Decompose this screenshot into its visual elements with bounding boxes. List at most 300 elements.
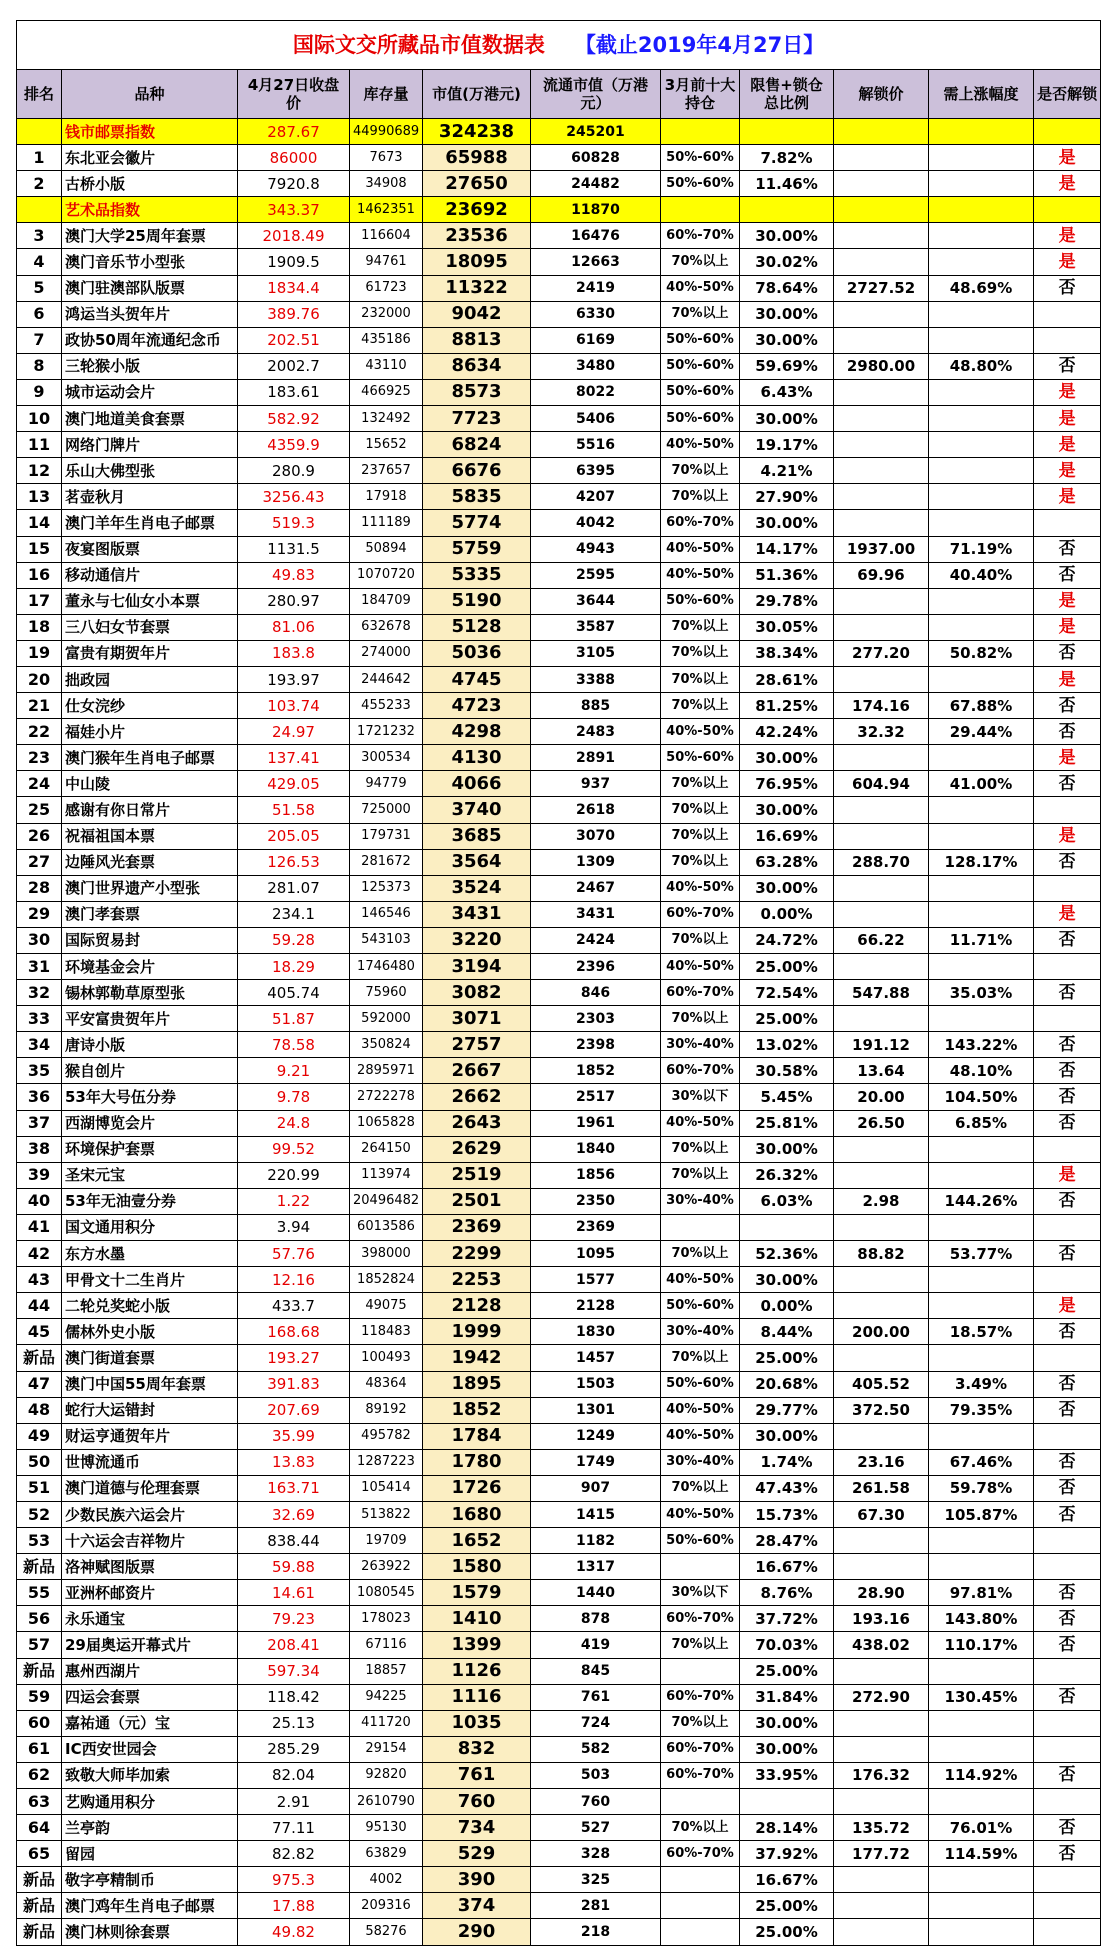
close-price-cell: 1834.4 <box>238 275 350 301</box>
required-rise-cell: 59.78% <box>929 1475 1034 1501</box>
top10-holding-cell: 70%以上 <box>661 640 740 666</box>
unlock-price-cell: 191.12 <box>834 1032 929 1058</box>
required-rise-cell: 6.85% <box>929 1110 1034 1136</box>
market-cap-cell: 2629 <box>423 1136 531 1162</box>
table-row <box>17 1632 1101 1658</box>
table-row <box>17 1815 1101 1841</box>
name-cell: 蛇行大运错封 <box>62 1397 238 1423</box>
required-rise-cell <box>929 875 1034 901</box>
header-rank: 排名 <box>17 70 62 119</box>
close-price-cell: 1.22 <box>238 1188 350 1214</box>
name-cell: 唐诗小版 <box>62 1032 238 1058</box>
locked-ratio-cell: 0.00% <box>740 1293 834 1319</box>
circulating-cap-cell: 3388 <box>531 666 661 692</box>
table-body <box>17 119 1101 1946</box>
unlocked-flag-cell <box>1034 1423 1101 1449</box>
table-row <box>17 1058 1101 1084</box>
rank-cell: 61 <box>17 1736 62 1762</box>
market-cap-cell: 390 <box>423 1867 531 1893</box>
circulating-cap-cell: 885 <box>531 693 661 719</box>
circulating-cap-cell: 3070 <box>531 823 661 849</box>
unlock-price-cell <box>834 406 929 432</box>
unlocked-flag-cell: 否 <box>1034 1841 1101 1867</box>
stock-cell: 2610790 <box>350 1789 423 1815</box>
unlock-price-cell: 261.58 <box>834 1475 929 1501</box>
stock-cell: 281672 <box>350 849 423 875</box>
name-cell: 国文通用积分 <box>62 1214 238 1240</box>
unlocked-flag-cell: 否 <box>1034 693 1101 719</box>
circulating-cap-cell: 1503 <box>531 1371 661 1397</box>
circulating-cap-cell: 1852 <box>531 1058 661 1084</box>
table-row <box>17 1267 1101 1293</box>
market-cap-cell: 23692 <box>423 197 531 223</box>
close-price-cell: 280.9 <box>238 458 350 484</box>
stock-cell: 592000 <box>350 1006 423 1032</box>
name-cell: 亚洲杯邮资片 <box>62 1580 238 1606</box>
stock-cell: 209316 <box>350 1893 423 1919</box>
locked-ratio-cell: 30.00% <box>740 301 834 327</box>
unlock-price-cell <box>834 1214 929 1240</box>
locked-ratio-cell: 30.00% <box>740 1710 834 1736</box>
stock-cell: 1080545 <box>350 1580 423 1606</box>
top10-holding-cell: 70%以上 <box>661 849 740 875</box>
unlock-price-cell: 193.16 <box>834 1606 929 1632</box>
circulating-cap-cell: 846 <box>531 980 661 1006</box>
close-price-cell: 429.05 <box>238 771 350 797</box>
table-row <box>17 536 1101 562</box>
unlocked-flag-cell: 否 <box>1034 536 1101 562</box>
top10-holding-cell: 40%-50% <box>661 1267 740 1293</box>
close-price-cell: 9.78 <box>238 1084 350 1110</box>
name-cell: 永乐通宝 <box>62 1606 238 1632</box>
top10-holding-cell: 40%-50% <box>661 562 740 588</box>
table-row <box>17 614 1101 640</box>
rank-cell: 42 <box>17 1241 62 1267</box>
top10-holding-cell: 50%-60% <box>661 588 740 614</box>
close-price-cell: 838.44 <box>238 1528 350 1554</box>
rank-cell: 新品 <box>17 1893 62 1919</box>
circulating-cap-cell: 724 <box>531 1710 661 1736</box>
rank-cell: 44 <box>17 1293 62 1319</box>
rank-cell: 1 <box>17 145 62 171</box>
market-cap-cell: 832 <box>423 1736 531 1762</box>
top10-holding-cell <box>661 119 740 145</box>
unlock-price-cell <box>834 1554 929 1580</box>
circulating-cap-cell: 1309 <box>531 849 661 875</box>
circulating-cap-cell: 582 <box>531 1736 661 1762</box>
unlocked-flag-cell: 是 <box>1034 1293 1101 1319</box>
circulating-cap-cell: 2618 <box>531 797 661 823</box>
top10-holding-cell: 50%-60% <box>661 145 740 171</box>
unlock-price-cell: 604.94 <box>834 771 929 797</box>
name-cell: 环境基金会片 <box>62 954 238 980</box>
required-rise-cell <box>929 823 1034 849</box>
top10-holding-cell: 60%-70% <box>661 223 740 249</box>
top10-holding-cell: 50%-60% <box>661 353 740 379</box>
circulating-cap-cell: 325 <box>531 1867 661 1893</box>
unlocked-flag-cell: 否 <box>1034 927 1101 953</box>
stock-cell: 49075 <box>350 1293 423 1319</box>
header-unlocked: 是否解锁 <box>1034 70 1101 119</box>
unlocked-flag-cell <box>1034 1658 1101 1684</box>
rank-cell: 38 <box>17 1136 62 1162</box>
required-rise-cell: 76.01% <box>929 1815 1034 1841</box>
unlock-price-cell: 66.22 <box>834 927 929 953</box>
name-cell: 锡林郭勒草原型张 <box>62 980 238 1006</box>
unlocked-flag-cell: 否 <box>1034 719 1101 745</box>
top10-holding-cell: 70%以上 <box>661 1710 740 1736</box>
unlock-price-cell <box>834 1267 929 1293</box>
circulating-cap-cell: 328 <box>531 1841 661 1867</box>
circulating-cap-cell: 3431 <box>531 901 661 927</box>
name-cell: 十六运会吉祥物片 <box>62 1528 238 1554</box>
close-price-cell: 17.88 <box>238 1893 350 1919</box>
table-row <box>17 1580 1101 1606</box>
required-rise-cell: 67.46% <box>929 1449 1034 1475</box>
locked-ratio-cell: 47.43% <box>740 1475 834 1501</box>
circulating-cap-cell: 4207 <box>531 484 661 510</box>
unlock-price-cell <box>834 1528 929 1554</box>
required-rise-cell <box>929 223 1034 249</box>
close-price-cell: 9.21 <box>238 1058 350 1084</box>
locked-ratio-cell: 0.00% <box>740 901 834 927</box>
header-required-rise: 需上涨幅度 <box>929 70 1034 119</box>
required-rise-cell <box>929 249 1034 275</box>
close-price-cell: 343.37 <box>238 197 350 223</box>
unlocked-flag-cell: 否 <box>1034 771 1101 797</box>
table-row <box>17 1006 1101 1032</box>
top10-holding-cell <box>661 1658 740 1684</box>
close-price-cell: 18.29 <box>238 954 350 980</box>
table-row <box>17 1188 1101 1214</box>
index-row <box>17 197 1101 223</box>
name-cell: 53年无油壹分券 <box>62 1188 238 1214</box>
unlocked-flag-cell: 否 <box>1034 1815 1101 1841</box>
close-price-cell: 2018.49 <box>238 223 350 249</box>
table-row <box>17 719 1101 745</box>
market-cap-cell: 734 <box>423 1815 531 1841</box>
circulating-cap-cell: 2419 <box>531 275 661 301</box>
circulating-cap-cell: 1317 <box>531 1554 661 1580</box>
rank-cell: 65 <box>17 1841 62 1867</box>
close-price-cell: 126.53 <box>238 849 350 875</box>
unlocked-flag-cell: 否 <box>1034 1475 1101 1501</box>
market-cap-cell: 2253 <box>423 1267 531 1293</box>
circulating-cap-cell: 2396 <box>531 954 661 980</box>
required-rise-cell: 35.03% <box>929 980 1034 1006</box>
locked-ratio-cell: 25.81% <box>740 1110 834 1136</box>
rank-cell: 35 <box>17 1058 62 1084</box>
name-cell: 留园 <box>62 1841 238 1867</box>
required-rise-cell: 130.45% <box>929 1684 1034 1710</box>
unlock-price-cell <box>834 1893 929 1919</box>
rank-cell: 2 <box>17 171 62 197</box>
stock-cell: 263922 <box>350 1554 423 1580</box>
market-cap-cell: 2299 <box>423 1241 531 1267</box>
unlocked-flag-cell: 否 <box>1034 1580 1101 1606</box>
unlocked-flag-cell <box>1034 1345 1101 1371</box>
rank-cell: 23 <box>17 745 62 771</box>
stock-cell: 19709 <box>350 1528 423 1554</box>
required-rise-cell <box>929 171 1034 197</box>
market-cap-cell: 8813 <box>423 327 531 353</box>
stock-cell: 2895971 <box>350 1058 423 1084</box>
rank-cell: 26 <box>17 823 62 849</box>
stock-cell: 237657 <box>350 458 423 484</box>
table-row <box>17 1475 1101 1501</box>
stock-cell: 113974 <box>350 1162 423 1188</box>
unlock-price-cell <box>834 145 929 171</box>
rank-cell: 34 <box>17 1032 62 1058</box>
table-row <box>17 458 1101 484</box>
required-rise-cell <box>929 1658 1034 1684</box>
stock-cell: 18857 <box>350 1658 423 1684</box>
unlocked-flag-cell: 是 <box>1034 666 1101 692</box>
name-cell: 兰亭韵 <box>62 1815 238 1841</box>
rank-cell: 18 <box>17 614 62 640</box>
close-price-cell: 51.58 <box>238 797 350 823</box>
locked-ratio-cell: 7.82% <box>740 145 834 171</box>
rank-cell: 32 <box>17 980 62 1006</box>
unlocked-flag-cell: 否 <box>1034 1684 1101 1710</box>
table-row <box>17 1501 1101 1527</box>
stock-cell: 116604 <box>350 223 423 249</box>
stock-cell: 17918 <box>350 484 423 510</box>
stock-cell: 132492 <box>350 406 423 432</box>
table-row <box>17 1110 1101 1136</box>
rank-cell: 21 <box>17 693 62 719</box>
circulating-cap-cell: 878 <box>531 1606 661 1632</box>
required-rise-cell <box>929 1919 1034 1945</box>
locked-ratio-cell: 25.00% <box>740 1006 834 1032</box>
locked-ratio-cell: 13.02% <box>740 1032 834 1058</box>
close-price-cell: 205.05 <box>238 823 350 849</box>
market-cap-cell: 324238 <box>423 119 531 145</box>
rank-cell: 39 <box>17 1162 62 1188</box>
table-row <box>17 693 1101 719</box>
table-row <box>17 875 1101 901</box>
unlock-price-cell: 23.16 <box>834 1449 929 1475</box>
top10-holding-cell: 70%以上 <box>661 249 740 275</box>
close-price-cell: 32.69 <box>238 1501 350 1527</box>
stock-cell: 350824 <box>350 1032 423 1058</box>
market-cap-cell: 4066 <box>423 771 531 797</box>
market-cap-cell: 760 <box>423 1789 531 1815</box>
circulating-cap-cell: 503 <box>531 1762 661 1788</box>
market-cap-cell: 3564 <box>423 849 531 875</box>
circulating-cap-cell: 1830 <box>531 1319 661 1345</box>
market-cap-cell: 1780 <box>423 1449 531 1475</box>
top10-holding-cell: 50%-60% <box>661 171 740 197</box>
table-row <box>17 1867 1101 1893</box>
close-price-cell: 208.41 <box>238 1632 350 1658</box>
required-rise-cell <box>929 1136 1034 1162</box>
unlock-price-cell: 177.72 <box>834 1841 929 1867</box>
unlock-price-cell <box>834 1162 929 1188</box>
stock-cell: 125373 <box>350 875 423 901</box>
unlock-price-cell <box>834 119 929 145</box>
market-cap-cell: 5335 <box>423 562 531 588</box>
locked-ratio-cell: 30.00% <box>740 745 834 771</box>
circulating-cap-cell: 24482 <box>531 171 661 197</box>
top10-holding-cell: 50%-60% <box>661 745 740 771</box>
circulating-cap-cell: 1457 <box>531 1345 661 1371</box>
close-price-cell: 202.51 <box>238 327 350 353</box>
unlocked-flag-cell <box>1034 1136 1101 1162</box>
close-price-cell: 234.1 <box>238 901 350 927</box>
name-cell: 澳门世界遗产小型张 <box>62 875 238 901</box>
close-price-cell: 405.74 <box>238 980 350 1006</box>
unlocked-flag-cell: 否 <box>1034 1762 1101 1788</box>
locked-ratio-cell: 8.44% <box>740 1319 834 1345</box>
table-row <box>17 1084 1101 1110</box>
name-cell: 福娃小片 <box>62 719 238 745</box>
top10-holding-cell: 70%以上 <box>661 666 740 692</box>
required-rise-cell: 53.77% <box>929 1241 1034 1267</box>
close-price-cell: 99.52 <box>238 1136 350 1162</box>
required-rise-cell: 110.17% <box>929 1632 1034 1658</box>
name-cell: 澳门大学25周年套票 <box>62 223 238 249</box>
unlock-price-cell <box>834 1789 929 1815</box>
rank-cell: 64 <box>17 1815 62 1841</box>
table-row <box>17 1841 1101 1867</box>
market-cap-cell: 1895 <box>423 1371 531 1397</box>
required-rise-cell <box>929 1736 1034 1762</box>
locked-ratio-cell: 6.03% <box>740 1188 834 1214</box>
market-cap-cell: 1784 <box>423 1423 531 1449</box>
circulating-cap-cell: 2424 <box>531 927 661 953</box>
name-cell: 古桥小版 <box>62 171 238 197</box>
circulating-cap-cell: 1415 <box>531 1501 661 1527</box>
locked-ratio-cell: 30.00% <box>740 1423 834 1449</box>
locked-ratio-cell: 20.68% <box>740 1371 834 1397</box>
required-rise-cell <box>929 1893 1034 1919</box>
required-rise-cell <box>929 1267 1034 1293</box>
unlock-price-cell: 277.20 <box>834 640 929 666</box>
required-rise-cell <box>929 745 1034 771</box>
table-row <box>17 1371 1101 1397</box>
top10-holding-cell: 60%-70% <box>661 1606 740 1632</box>
unlock-price-cell: 272.90 <box>834 1684 929 1710</box>
locked-ratio-cell: 30.00% <box>740 223 834 249</box>
top10-holding-cell: 60%-70% <box>661 1841 740 1867</box>
name-cell: 澳门羊年生肖电子邮票 <box>62 510 238 536</box>
top10-holding-cell: 50%-60% <box>661 1293 740 1319</box>
close-price-cell: 2002.7 <box>238 353 350 379</box>
close-price-cell: 24.8 <box>238 1110 350 1136</box>
unlock-price-cell: 372.50 <box>834 1397 929 1423</box>
top10-holding-cell: 40%-50% <box>661 1423 740 1449</box>
market-cap-cell: 529 <box>423 1841 531 1867</box>
close-price-cell: 1909.5 <box>238 249 350 275</box>
close-price-cell: 3.94 <box>238 1214 350 1240</box>
stock-cell: 29154 <box>350 1736 423 1762</box>
circulating-cap-cell: 1856 <box>531 1162 661 1188</box>
required-rise-cell: 143.22% <box>929 1032 1034 1058</box>
rank-cell: 52 <box>17 1501 62 1527</box>
unlock-price-cell <box>834 614 929 640</box>
table-row <box>17 379 1101 405</box>
locked-ratio-cell: 28.61% <box>740 666 834 692</box>
locked-ratio-cell: 30.58% <box>740 1058 834 1084</box>
required-rise-cell <box>929 901 1034 927</box>
locked-ratio-cell: 5.45% <box>740 1084 834 1110</box>
name-cell: 澳门中国55周年套票 <box>62 1371 238 1397</box>
rank-cell: 14 <box>17 510 62 536</box>
stock-cell: 61723 <box>350 275 423 301</box>
unlocked-flag-cell <box>1034 1736 1101 1762</box>
circulating-cap-cell: 845 <box>531 1658 661 1684</box>
name-cell: 29届奥运开幕式片 <box>62 1632 238 1658</box>
unlock-price-cell: 13.64 <box>834 1058 929 1084</box>
circulating-cap-cell: 2128 <box>531 1293 661 1319</box>
rank-cell: 25 <box>17 797 62 823</box>
close-price-cell: 51.87 <box>238 1006 350 1032</box>
stock-cell: 543103 <box>350 927 423 953</box>
close-price-cell: 25.13 <box>238 1710 350 1736</box>
circulating-cap-cell: 2595 <box>531 562 661 588</box>
stock-cell: 1721232 <box>350 719 423 745</box>
unlocked-flag-cell: 是 <box>1034 432 1101 458</box>
locked-ratio-cell <box>740 1789 834 1815</box>
table-row <box>17 1423 1101 1449</box>
locked-ratio-cell <box>740 197 834 223</box>
close-price-cell: 433.7 <box>238 1293 350 1319</box>
required-rise-cell <box>929 954 1034 980</box>
locked-ratio-cell: 25.00% <box>740 954 834 980</box>
name-cell: 儒林外史小版 <box>62 1319 238 1345</box>
rank-cell: 6 <box>17 301 62 327</box>
locked-ratio-cell: 14.17% <box>740 536 834 562</box>
top10-holding-cell: 70%以上 <box>661 693 740 719</box>
market-cap-cell: 1410 <box>423 1606 531 1632</box>
unlock-price-cell <box>834 1423 929 1449</box>
name-cell: 城市运动会片 <box>62 379 238 405</box>
market-cap-cell: 1035 <box>423 1710 531 1736</box>
top10-holding-cell: 60%-70% <box>661 1684 740 1710</box>
table-row <box>17 1919 1101 1945</box>
name-cell: 移动通信片 <box>62 562 238 588</box>
name-cell: 平安富贵贺年片 <box>62 1006 238 1032</box>
rank-cell: 53 <box>17 1528 62 1554</box>
name-cell: 澳门孝套票 <box>62 901 238 927</box>
unlocked-flag-cell <box>1034 954 1101 980</box>
unlock-price-cell <box>834 1345 929 1371</box>
table-row <box>17 1241 1101 1267</box>
unlocked-flag-cell: 否 <box>1034 353 1101 379</box>
circulating-cap-cell: 3480 <box>531 353 661 379</box>
required-rise-cell: 67.88% <box>929 693 1034 719</box>
rank-cell: 7 <box>17 327 62 353</box>
table-row <box>17 1762 1101 1788</box>
table-row <box>17 1162 1101 1188</box>
unlock-price-cell <box>834 484 929 510</box>
required-rise-cell <box>929 614 1034 640</box>
required-rise-cell <box>929 432 1034 458</box>
name-cell: 艺购通用积分 <box>62 1789 238 1815</box>
required-rise-cell: 18.57% <box>929 1319 1034 1345</box>
unlocked-flag-cell: 否 <box>1034 849 1101 875</box>
locked-ratio-cell: 30.00% <box>740 406 834 432</box>
unlocked-flag-cell <box>1034 197 1101 223</box>
stock-cell: 1287223 <box>350 1449 423 1475</box>
market-cap-cell: 2519 <box>423 1162 531 1188</box>
market-cap-cell: 1680 <box>423 1501 531 1527</box>
stock-cell: 89192 <box>350 1397 423 1423</box>
table-title: 国际文交所藏品市值数据表 <box>292 33 545 57</box>
header-top10-holding: 3月前十大持仓 <box>661 70 740 119</box>
circulating-cap-cell: 11870 <box>531 197 661 223</box>
